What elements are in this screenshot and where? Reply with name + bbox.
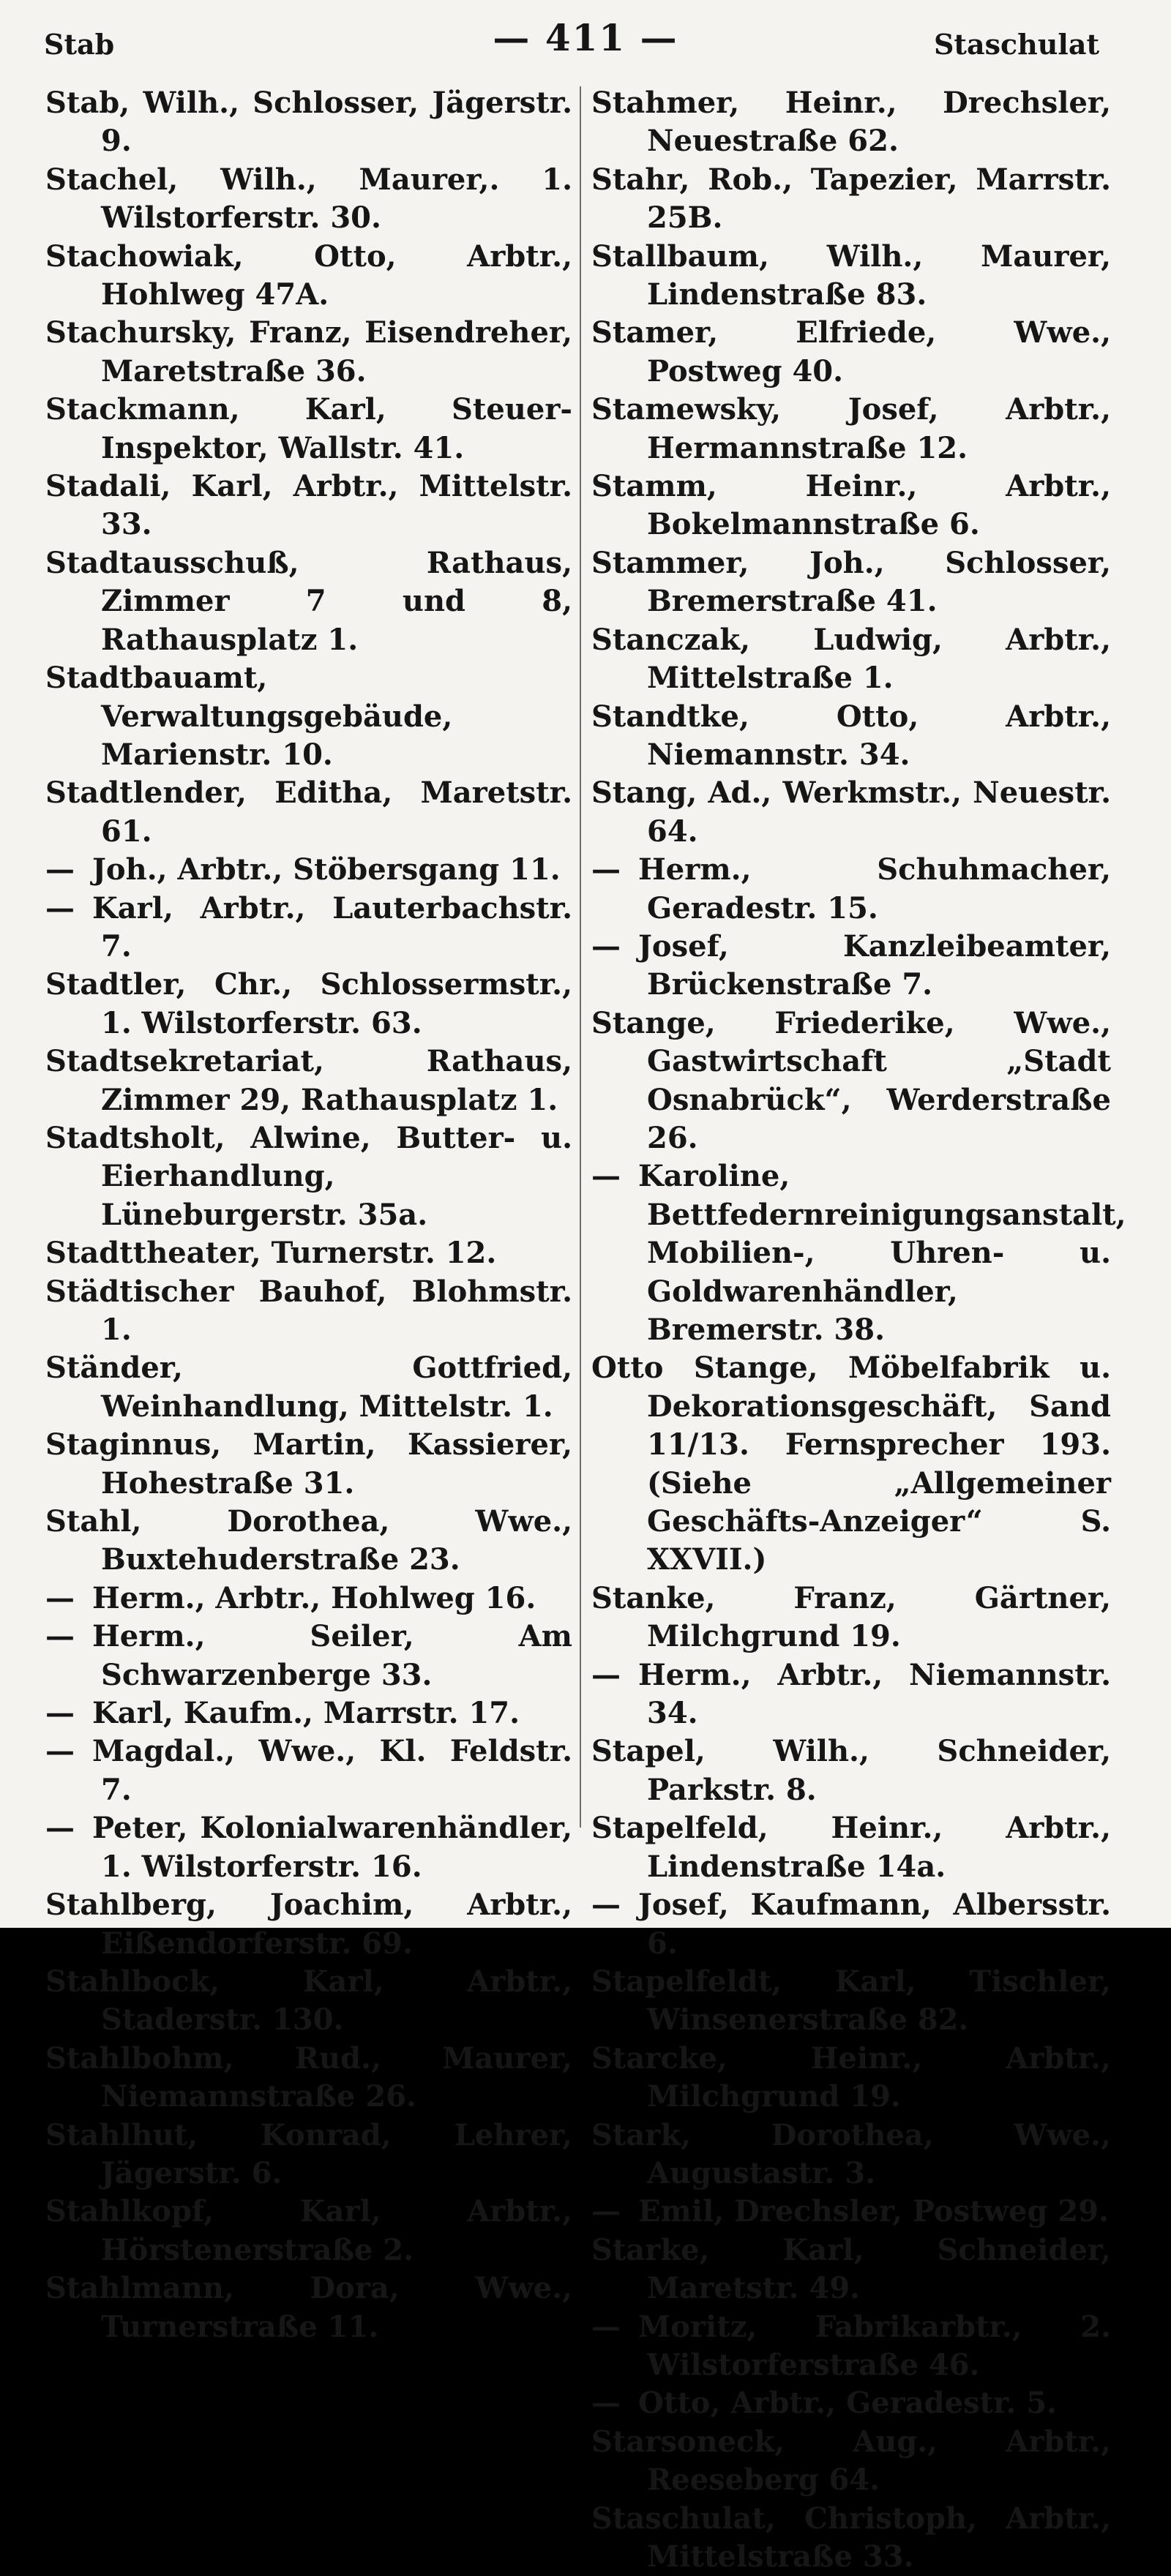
directory-entry — [591, 2500, 1111, 2576]
ditto-dash: — — [591, 852, 621, 887]
page-header — [0, 16, 1171, 60]
directory-entry — [45, 544, 572, 659]
entry-text: Moritz, Fabrikarbtr., 2. Wilstorferstraße 46. — [638, 2309, 1111, 2382]
directory-entry — [45, 659, 572, 774]
directory-entry — [591, 1157, 1126, 1349]
directory-entry — [591, 314, 1111, 391]
entry-text: Stahr, Rob., Tapezier, Marrstr. 25B. — [591, 162, 1111, 236]
directory-entry — [45, 851, 572, 889]
directory-entry — [591, 774, 1111, 851]
entry-text: Starke, Karl, Schneider, Maretstr. 49. — [591, 2232, 1111, 2306]
directory-entry — [45, 467, 572, 544]
directory-entry — [591, 467, 1111, 544]
entry-text: Stammer, Joh., Schlosser, Bremerstraße 41. — [591, 545, 1111, 619]
entry-text: Otto Stange, Möbelfabrik u. Dekorationsgeschäft, Sand 11/13. Fernsprecher 193. (Siehe „Allgemeiner Geschäfts-Anzeiger“ S. XXVII.) — [591, 1351, 1111, 1577]
entry-text: Stab, Wilh., Schlosser, Jägerstr. 9. — [45, 86, 572, 159]
entry-text: Karl, Arbtr., Lauterbachstr. 7. — [92, 890, 572, 964]
entry-text: Stahlkopf, Karl, Arbtr., Hörstenerstraße 2. — [45, 2194, 572, 2267]
page-number: — 411 — — [493, 16, 678, 59]
directory-entry — [591, 2231, 1111, 2308]
directory-entry — [45, 774, 572, 851]
directory-entry — [45, 1119, 572, 1234]
directory-entry — [45, 1426, 572, 1503]
entry-text: Karl, Kaufm., Marrstr. 17. — [92, 1696, 520, 1731]
entry-text: Starcke, Heinr., Arbtr., Milchgrund 19. — [591, 2040, 1111, 2114]
entry-text: Stahlhut, Konrad, Lehrer, Jägerstr. 6. — [45, 2117, 572, 2190]
directory-entry — [591, 2117, 1111, 2193]
header-last-entry: Staschulat — [933, 28, 1099, 61]
entry-text: Stadtsholt, Alwine, Butter- u. Eierhandlung, Lüneburgerstr. 35a. — [45, 1120, 572, 1232]
entry-text: Stamm, Heinr., Arbtr., Bokelmannstraße 6. — [591, 469, 1111, 542]
ditto-dash: — — [45, 1619, 75, 1654]
ditto-dash: — — [45, 1734, 75, 1769]
directory-entry — [45, 966, 572, 1043]
entry-text: Josef, Kanzleibeamter, Brückenstraße 7. — [638, 928, 1111, 1002]
directory-entry — [591, 698, 1111, 775]
entry-text: Stapel, Wilh., Schneider, Parkstr. 8. — [591, 1734, 1111, 1807]
entry-text: Stallbaum, Wilh., Maurer, Lindenstraße 83. — [591, 239, 1111, 312]
entry-text: Staschulat, Christoph, Arbtr., Mittelstraße 33. — [591, 2501, 1111, 2574]
entry-text: Herm., Arbtr., Hohlweg 16. — [92, 1580, 536, 1615]
entry-text: Stang, Ad., Werkmstr., Neuestr. 64. — [591, 776, 1111, 849]
entry-text: Stachel, Wilh., Maurer,. 1. Wilstorferstr. 30. — [45, 162, 572, 236]
directory-entry — [591, 161, 1111, 238]
directory-entry — [45, 1273, 572, 1350]
entry-text: Stadtlender, Editha, Maretstr. 61. — [45, 776, 572, 849]
directory-entry — [45, 1043, 572, 1119]
directory-entry — [45, 1732, 572, 1809]
entry-text: Stamewsky, Josef, Arbtr., Hermannstraße 12. — [591, 392, 1111, 465]
directory-entry — [591, 928, 1111, 1005]
directory-entry — [591, 1005, 1111, 1158]
directory-entry — [591, 1886, 1111, 1963]
directory-entry — [591, 2193, 1111, 2231]
entry-text: Standtke, Otto, Arbtr., Niemannstr. 34. — [591, 699, 1111, 772]
directory-entry — [45, 1349, 572, 1426]
entry-text: Städtischer Bauhof, Blohmstr. 1. — [45, 1274, 572, 1347]
entry-text: Stahlbock, Karl, Arbtr., Staderstr. 130. — [45, 1964, 572, 2038]
directory-entry — [45, 1963, 572, 2040]
directory-entry — [591, 2423, 1111, 2500]
directory-entry — [45, 391, 572, 467]
header-first-entry: Stab — [44, 28, 115, 61]
entry-text: Stange, Friederike, Wwe., Gastwirtschaft „Stadt Osnabrück“, Werderstraße 26. — [591, 1005, 1111, 1155]
entry-text: Stanke, Franz, Gärtner, Milchgrund 19. — [591, 1580, 1111, 1654]
entry-text: Stackmann, Karl, Steuer-Inspektor, Wallstr. 41. — [45, 392, 572, 465]
directory-entry — [591, 621, 1111, 698]
directory-entry — [45, 2269, 572, 2346]
entry-text: Stahlberg, Joachim, Arbtr., Eißendorferstr. 69. — [45, 1888, 572, 1961]
entry-text: Stahmer, Heinr., Drechsler, Neuestraße 62. — [591, 86, 1111, 159]
entry-text: Stanczak, Ludwig, Arbtr., Mittelstraße 1. — [591, 622, 1111, 696]
entry-text: Herm., Arbtr., Niemannstr. 34. — [638, 1657, 1111, 1731]
entry-text: Herm., Schuhmacher, Geradestr. 15. — [638, 852, 1111, 925]
directory-entry — [591, 851, 1111, 928]
entry-text: Emil, Drechsler, Postweg 29. — [638, 2194, 1109, 2229]
entry-text: Stahlbohm, Rud., Maurer, Niemannstraße 26. — [45, 2040, 572, 2114]
entry-text: Herm., Seiler, Am Schwarzenberge 33. — [92, 1619, 572, 1692]
directory-entry — [591, 1349, 1111, 1579]
ditto-dash: — — [591, 2309, 621, 2344]
ditto-dash: — — [591, 2386, 621, 2421]
entry-text: Ständer, Gottfried, Weinhandlung, Mittelstr. 1. — [45, 1351, 572, 1424]
entry-text: Starsoneck, Aug., Arbtr., Reeseberg 64. — [591, 2424, 1111, 2498]
entry-text: Stachowiak, Otto, Arbtr., Hohlweg 47A. — [45, 239, 572, 312]
directory-entry — [45, 2040, 572, 2117]
entry-text: Stapelfeld, Heinr., Arbtr., Lindenstraße 14a. — [591, 1811, 1111, 1884]
directory-entry — [45, 1694, 572, 1732]
left-column — [45, 84, 572, 2346]
entry-text: Joh., Arbtr., Stöbersgang 11. — [92, 852, 561, 887]
directory-entry — [45, 161, 572, 238]
directory-entry — [591, 84, 1111, 161]
directory-entry — [45, 314, 572, 391]
ditto-dash: — — [45, 1580, 75, 1615]
entry-text: Stadtsekretariat, Rathaus, Zimmer 29, Rathausplatz 1. — [45, 1044, 572, 1117]
directory-entry — [591, 2040, 1111, 2117]
ditto-dash: — — [45, 1696, 75, 1731]
entry-text: Stahl, Dorothea, Wwe., Buxtehuderstraße 23. — [45, 1504, 572, 1577]
entry-text: Stadtler, Chr., Schlossermstr., 1. Wilstorferstr. 63. — [45, 967, 572, 1040]
directory-entry — [591, 1580, 1111, 1656]
entry-text: Magdal., Wwe., Kl. Feldstr. 7. — [92, 1734, 572, 1807]
ditto-dash: — — [45, 852, 75, 887]
ditto-dash: — — [591, 1159, 621, 1194]
ditto-dash: — — [45, 890, 75, 925]
directory-entry — [45, 1580, 572, 1618]
directory-entry — [45, 1618, 572, 1694]
directory-entry — [45, 890, 572, 966]
entry-text: Otto, Arbtr., Geradestr. 5. — [638, 2386, 1058, 2421]
directory-entry — [591, 391, 1111, 467]
directory-entry — [591, 2384, 1111, 2422]
directory-entry — [45, 1886, 572, 1963]
column-divider — [580, 86, 581, 1828]
entry-text: Stadtausschuß, Rathaus, Zimmer 7 und 8, Rathausplatz 1. — [45, 545, 572, 657]
entry-text: Staginnus, Martin, Kassierer, Hohestraße 31. — [45, 1427, 572, 1501]
entry-text: Peter, Kolonialwarenhändler, 1. Wilstorferstr. 16. — [92, 1811, 572, 1884]
directory-entry — [591, 1963, 1111, 2040]
entry-text: Stadttheater, Turnerstr. 12. — [45, 1236, 497, 1271]
directory-entry — [591, 1732, 1111, 1809]
entry-text: Stahlmann, Dora, Wwe., Turnerstraße 11. — [45, 2271, 572, 2344]
entry-text: Stadtbauamt, Verwaltungsgebäude, Marienstr. 10. — [45, 661, 453, 772]
directory-entry — [45, 1503, 572, 1580]
entry-text: Josef, Kaufmann, Albersstr. 6. — [638, 1888, 1111, 1961]
directory-entry — [45, 84, 572, 161]
entry-text: Stadali, Karl, Arbtr., Mittelstr. 33. — [45, 469, 572, 542]
ditto-dash: — — [591, 1657, 621, 1692]
entry-text: Karoline, Bettfedernreinigungsanstalt, Mobilien-, Uhren- u. Goldwarenhändler, Bremerstr. 38. — [638, 1159, 1126, 1347]
ditto-dash: — — [591, 928, 621, 964]
directory-entry — [45, 1809, 572, 1886]
ditto-dash: — — [591, 1888, 621, 1923]
directory-entry — [591, 544, 1111, 621]
directory-entry — [591, 238, 1111, 315]
ditto-dash: — — [591, 2194, 621, 2229]
directory-entry — [591, 1809, 1111, 1886]
entry-text: Stachursky, Franz, Eisendreher, Maretstraße 36. — [45, 315, 572, 388]
directory-entry — [45, 238, 572, 315]
directory-entry — [591, 2308, 1111, 2385]
ditto-dash: — — [45, 1811, 75, 1846]
right-column — [591, 84, 1126, 2576]
entry-text: Stamer, Elfriede, Wwe., Postweg 40. — [591, 315, 1111, 388]
entry-text: Stapelfeldt, Karl, Tischler, Winsenerstraße 82. — [591, 1964, 1111, 2038]
directory-entry — [591, 1656, 1111, 1733]
directory-entry — [45, 1234, 572, 1272]
directory-entry — [45, 2193, 572, 2269]
entry-text: Stark, Dorothea, Wwe., Augustastr. 3. — [591, 2117, 1111, 2190]
directory-entry — [45, 2117, 572, 2193]
